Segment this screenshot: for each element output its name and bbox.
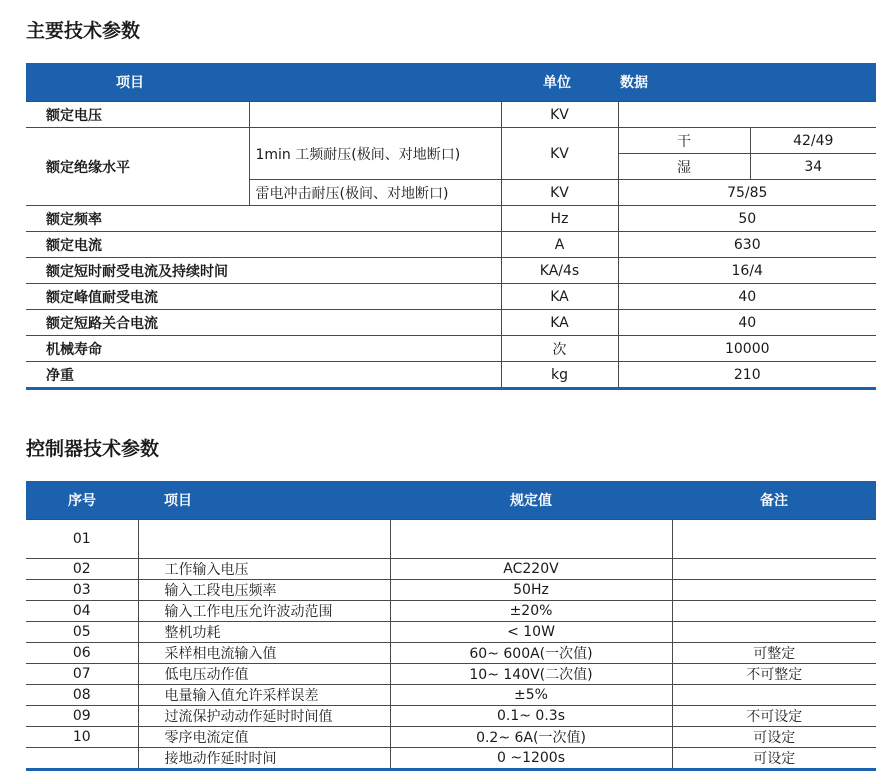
cell-spec: 0.2~ 6A(一次值) — [390, 727, 672, 748]
row-label: 额定峰值耐受电流 — [26, 284, 501, 310]
table-row — [26, 362, 876, 389]
cell-note: 可设定 — [672, 748, 876, 770]
table-header — [26, 63, 876, 102]
cell-no: 06 — [26, 643, 138, 664]
cell-note — [672, 580, 876, 601]
header-item: 项目 — [164, 493, 192, 509]
table-row — [26, 664, 876, 685]
row-sub: 雷电冲击耐压(极间、对地断口) — [249, 180, 501, 206]
header-note: 备注 — [760, 493, 788, 509]
cell-no: 02 — [26, 559, 138, 580]
row-value: 630 — [618, 232, 876, 258]
row-sub: 1min 工频耐压(极间、对地断口) — [249, 128, 501, 180]
cell-note — [672, 559, 876, 580]
cell-no: 09 — [26, 706, 138, 727]
row-label: 额定绝缘水平 — [26, 128, 249, 206]
cell-spec: AC220V — [390, 559, 672, 580]
table-row — [26, 685, 876, 706]
dry-value: 42/49 — [750, 128, 876, 154]
cell-spec: ±5% — [390, 685, 672, 706]
row-value: 75/85 — [618, 180, 876, 206]
dry-label: 干 — [618, 128, 750, 154]
cell-no: 07 — [26, 664, 138, 685]
cell-no: 03 — [26, 580, 138, 601]
cell-no: 08 — [26, 685, 138, 706]
cell-note — [672, 601, 876, 622]
row-label: 额定短时耐受电流及持续时间 — [26, 258, 501, 284]
table-row — [26, 748, 876, 770]
row-label: 净重 — [26, 362, 501, 389]
row-value: 210 — [618, 362, 876, 389]
cell-item: 零序电流定值 — [138, 727, 390, 748]
cell-no: 01 — [26, 520, 138, 559]
table-row — [26, 622, 876, 643]
table-row — [26, 520, 876, 559]
cell-item: 采样相电流输入值 — [138, 643, 390, 664]
row-label: 额定短路关合电流 — [26, 310, 501, 336]
row-unit: 次 — [501, 336, 618, 362]
row-value: 40 — [618, 284, 876, 310]
row-value: 40 — [618, 310, 876, 336]
cell-spec: 0.1~ 0.3s — [390, 706, 672, 727]
cell-spec: 60~ 600A(一次值) — [390, 643, 672, 664]
controller-params-table — [26, 481, 876, 771]
table-row — [26, 601, 876, 622]
cell-note: 可整定 — [672, 643, 876, 664]
main-params-title: 主要技术参数 — [26, 20, 141, 42]
cell-spec: ±20% — [390, 601, 672, 622]
table-row — [26, 206, 876, 232]
row-value: 10000 — [618, 336, 876, 362]
table-row — [26, 128, 876, 154]
header-spec: 规定值 — [510, 493, 552, 509]
cell-no: 05 — [26, 622, 138, 643]
table-row — [26, 232, 876, 258]
row-unit: KV — [501, 128, 618, 180]
table-row — [26, 258, 876, 284]
cell-item — [138, 520, 390, 559]
cell-note: 不可设定 — [672, 706, 876, 727]
cell-item: 接地动作延时时间 — [138, 748, 390, 770]
row-unit: KV — [501, 102, 618, 128]
header-data: 数据 — [620, 75, 648, 91]
cell-item: 工作输入电压 — [138, 559, 390, 580]
cell-no: 04 — [26, 601, 138, 622]
main-params-table — [26, 63, 876, 390]
header-no: 序号 — [68, 493, 96, 509]
wet-label: 湿 — [618, 154, 750, 180]
cell-spec: 10~ 140V(二次值) — [390, 664, 672, 685]
cell-note — [672, 520, 876, 559]
row-unit: Hz — [501, 206, 618, 232]
row-value — [618, 102, 876, 128]
table-row — [26, 102, 876, 128]
row-unit: KV — [501, 180, 618, 206]
table-row — [26, 706, 876, 727]
row-unit: kg — [501, 362, 618, 389]
controller-params-title: 控制器技术参数 — [26, 438, 160, 460]
row-unit: KA — [501, 284, 618, 310]
table-row — [26, 580, 876, 601]
cell-spec: 50Hz — [390, 580, 672, 601]
row-unit: KA — [501, 310, 618, 336]
row-unit: KA/4s — [501, 258, 618, 284]
cell-no: 10 — [26, 727, 138, 748]
cell-no — [26, 748, 138, 770]
wet-value: 34 — [750, 154, 876, 180]
row-label: 额定频率 — [26, 206, 501, 232]
table-header — [26, 481, 876, 520]
header-item: 项目 — [116, 75, 144, 91]
cell-note — [672, 685, 876, 706]
cell-note: 可设定 — [672, 727, 876, 748]
row-sub — [249, 102, 501, 128]
table-row — [26, 310, 876, 336]
table-row — [26, 559, 876, 580]
cell-item: 输入工作电压允许波动范围 — [138, 601, 390, 622]
row-unit: A — [501, 232, 618, 258]
cell-spec — [390, 520, 672, 559]
cell-note — [672, 622, 876, 643]
cell-item: 电量输入值允许采样误差 — [138, 685, 390, 706]
cell-item: 过流保护动动作延时时间值 — [138, 706, 390, 727]
cell-item: 整机功耗 — [138, 622, 390, 643]
row-value: 50 — [618, 206, 876, 232]
cell-spec: 0 ~1200s — [390, 748, 672, 770]
cell-item: 输入工段电压频率 — [138, 580, 390, 601]
row-label: 额定电流 — [26, 232, 501, 258]
header-unit: 单位 — [543, 75, 571, 91]
table-row — [26, 643, 876, 664]
row-value: 16/4 — [618, 258, 876, 284]
row-label: 额定电压 — [26, 102, 249, 128]
cell-spec: < 10W — [390, 622, 672, 643]
row-label: 机械寿命 — [26, 336, 501, 362]
cell-note: 不可整定 — [672, 664, 876, 685]
table-row — [26, 284, 876, 310]
cell-item: 低电压动作值 — [138, 664, 390, 685]
table-row — [26, 336, 876, 362]
table-row — [26, 727, 876, 748]
